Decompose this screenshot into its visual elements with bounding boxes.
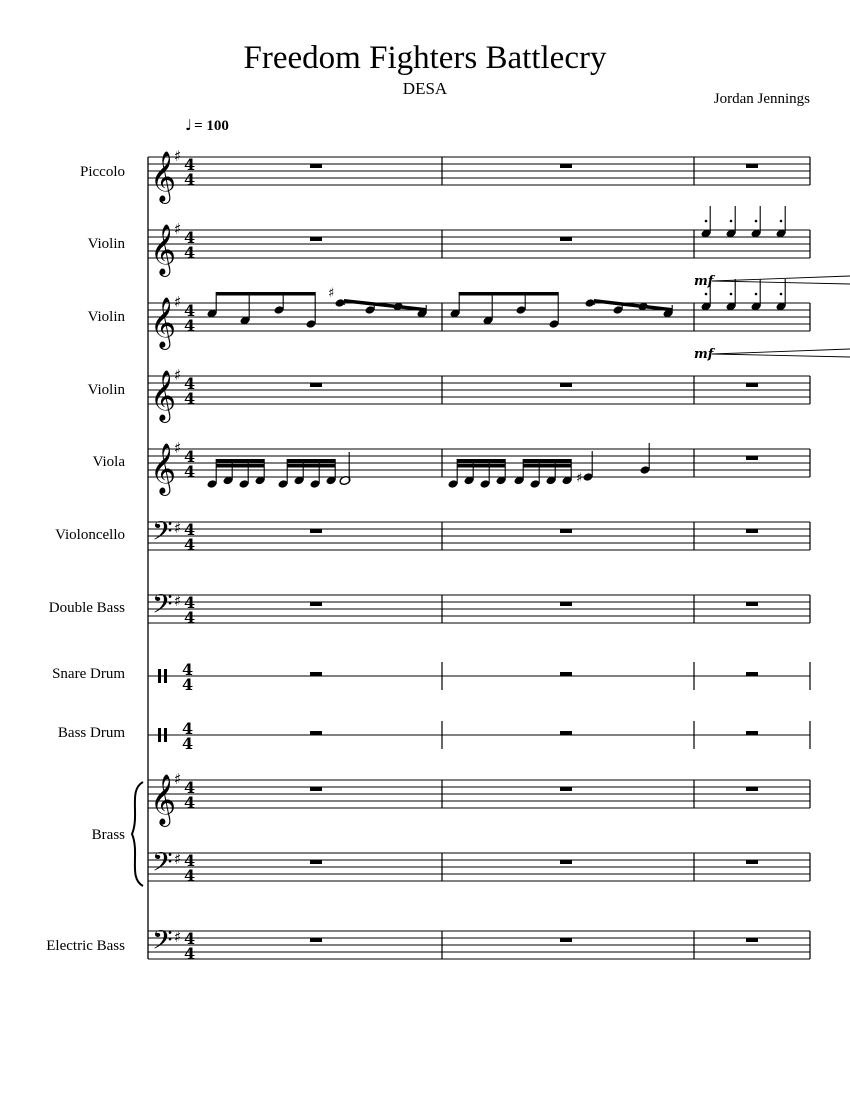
note-beam <box>216 459 264 463</box>
whole-rest <box>310 731 322 735</box>
whole-rest <box>560 938 572 942</box>
instrument-label-snare-drum: Snare Drum <box>52 666 125 682</box>
key-signature-sharp: ♯ <box>174 928 182 946</box>
instrument-label-bass-drum: Bass Drum <box>57 725 125 741</box>
whole-rest <box>310 602 322 606</box>
time-signature-numerator: 4 <box>184 228 196 247</box>
note-beam <box>459 292 558 296</box>
whole-rest <box>310 164 322 168</box>
note-beam <box>287 459 335 463</box>
brace-mark <box>132 782 143 886</box>
whole-rest <box>746 860 758 864</box>
whole-rest <box>560 164 572 168</box>
whole-rest <box>746 456 758 460</box>
time-signature-denominator: 4 <box>184 243 196 262</box>
staccato-dot <box>730 293 733 296</box>
staccato-dot <box>755 293 758 296</box>
time-signature-numerator: 4 <box>184 374 196 393</box>
bass-clef-icon: 𝄢 <box>152 846 173 884</box>
whole-rest <box>746 787 758 791</box>
key-signature-sharp: ♯ <box>174 519 182 537</box>
time-signature-numerator: 4 <box>184 851 196 870</box>
whole-rest <box>746 383 758 387</box>
whole-rest <box>560 787 572 791</box>
whole-rest <box>746 731 758 735</box>
dynamic-mf: mf <box>694 274 714 289</box>
bass-clef-icon: 𝄢 <box>152 924 173 962</box>
key-signature-sharp: ♯ <box>174 293 182 311</box>
treble-clef-icon: 𝄞 <box>150 297 177 348</box>
percussion-clef-icon <box>158 669 161 683</box>
time-signature-denominator: 4 <box>184 462 196 481</box>
time-signature-denominator: 4 <box>184 170 196 189</box>
whole-rest <box>746 164 758 168</box>
treble-clef-icon: 𝄞 <box>150 774 177 825</box>
key-signature-sharp: ♯ <box>174 850 182 868</box>
note-beam <box>216 292 315 296</box>
time-signature-denominator: 4 <box>184 866 196 885</box>
treble-clef-icon: 𝄞 <box>150 370 177 421</box>
whole-rest <box>560 672 572 676</box>
bass-clef-icon: 𝄢 <box>152 515 173 553</box>
treble-clef-icon: 𝄞 <box>150 151 177 202</box>
note-beam <box>287 464 335 468</box>
whole-rest <box>310 860 322 864</box>
time-signature-numerator: 4 <box>184 778 196 797</box>
time-signature-numerator: 4 <box>184 929 196 948</box>
staccato-dot <box>755 220 758 223</box>
treble-clef-icon: 𝄞 <box>150 443 177 494</box>
time-signature-numerator: 4 <box>184 520 196 539</box>
whole-rest <box>560 529 572 533</box>
whole-rest <box>560 860 572 864</box>
key-signature-sharp: ♯ <box>174 439 182 457</box>
key-signature-sharp: ♯ <box>174 220 182 238</box>
bass-clef-icon: 𝄢 <box>152 588 173 626</box>
hairpin-decrescendo <box>712 349 850 354</box>
time-signature-denominator: 4 <box>182 734 194 753</box>
time-signature-denominator: 4 <box>182 675 194 694</box>
whole-rest <box>310 529 322 533</box>
tempo-value: = 100 <box>194 118 229 134</box>
whole-rest <box>746 602 758 606</box>
whole-rest <box>310 938 322 942</box>
score-title: Freedom Fighters Battlecry <box>243 40 607 76</box>
note-beam <box>457 459 505 463</box>
whole-rest <box>746 672 758 676</box>
instrument-label-double-bass: Double Bass <box>48 600 125 616</box>
note-beam <box>216 464 264 468</box>
hairpin-decrescendo <box>712 354 850 357</box>
whole-rest <box>560 731 572 735</box>
time-signature-numerator: 4 <box>184 301 196 320</box>
instrument-label-violin-2: Violin <box>87 309 125 325</box>
staccato-dot <box>730 220 733 223</box>
instrument-label-electric-bass: Electric Bass <box>46 938 125 954</box>
time-signature-denominator: 4 <box>184 944 196 963</box>
time-signature-denominator: 4 <box>184 389 196 408</box>
instrument-label-piccolo: Piccolo <box>80 164 125 180</box>
note-beam <box>523 459 571 463</box>
time-signature-numerator: 4 <box>184 155 196 174</box>
whole-rest <box>560 237 572 241</box>
instrument-label-violoncello: Violoncello <box>55 527 125 543</box>
key-signature-sharp: ♯ <box>174 366 182 384</box>
whole-rest <box>746 938 758 942</box>
hairpin-decrescendo <box>712 281 850 284</box>
dynamic-mf: mf <box>694 347 714 362</box>
score-subtitle: DESA <box>402 79 448 98</box>
instrument-label-violin-3: Violin <box>87 382 125 398</box>
sharp-accidental: ♯ <box>328 286 335 301</box>
whole-rest <box>310 237 322 241</box>
key-signature-sharp: ♯ <box>174 592 182 610</box>
time-signature-numerator: 4 <box>184 593 196 612</box>
whole-rest <box>746 529 758 533</box>
treble-clef-icon: 𝄞 <box>150 224 177 275</box>
percussion-clef-icon <box>164 669 167 683</box>
percussion-clef-icon <box>164 728 167 742</box>
time-signature-numerator: 4 <box>184 447 196 466</box>
staccato-dot <box>780 220 783 223</box>
instrument-label-viola: Viola <box>92 454 125 470</box>
time-signature-numerator: 4 <box>182 719 194 738</box>
time-signature-denominator: 4 <box>184 316 196 335</box>
instrument-label-brass: Brass <box>91 827 125 843</box>
whole-rest <box>310 672 322 676</box>
whole-rest <box>310 787 322 791</box>
quarter-note-icon: ♩ <box>185 116 193 134</box>
whole-rest <box>560 602 572 606</box>
note-beam <box>457 464 505 468</box>
instrument-label-violin-1: Violin <box>87 236 125 252</box>
staccato-dot <box>780 293 783 296</box>
whole-rest <box>560 383 572 387</box>
sharp-accidental: ♯ <box>576 471 583 486</box>
percussion-clef-icon <box>158 728 161 742</box>
time-signature-numerator: 4 <box>182 660 194 679</box>
key-signature-sharp: ♯ <box>174 147 182 165</box>
note-beam <box>523 464 571 468</box>
time-signature-denominator: 4 <box>184 793 196 812</box>
composer: Jordan Jennings <box>713 91 810 107</box>
key-signature-sharp: ♯ <box>174 770 182 788</box>
staccato-dot <box>705 220 708 223</box>
time-signature-denominator: 4 <box>184 535 196 554</box>
hairpin-decrescendo <box>712 276 850 281</box>
whole-rest <box>310 383 322 387</box>
time-signature-denominator: 4 <box>184 608 196 627</box>
staccato-dot <box>705 293 708 296</box>
